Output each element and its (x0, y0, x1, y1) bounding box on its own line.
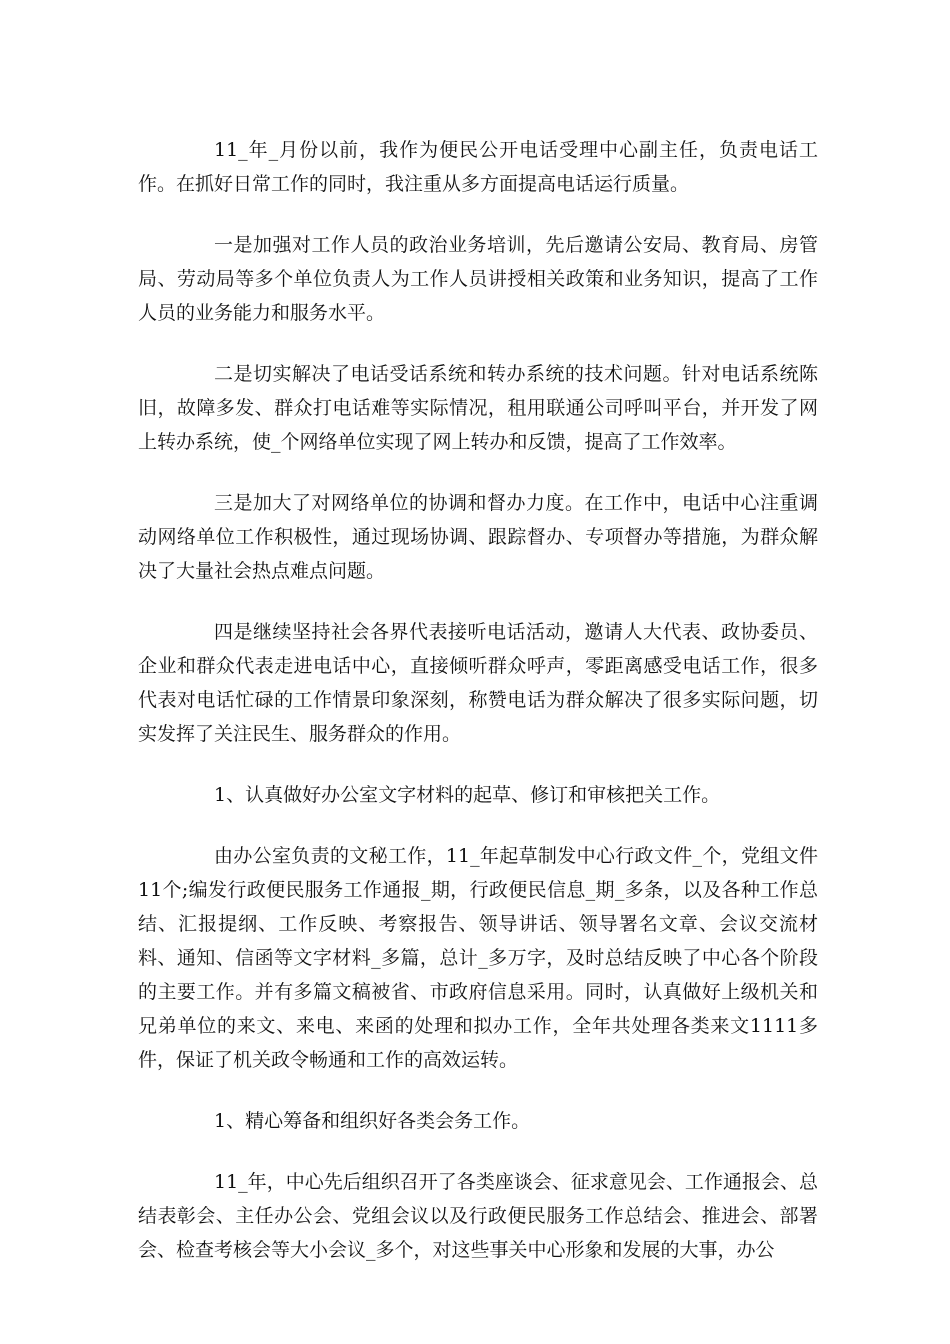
document-body (138, 133, 818, 1294)
paragraph-staff-training: 一是加强对工作人员的政治业务培训，先后邀请公安局、教育局、房管局、劳动局等多个单位负责人为工作人员讲授相关政策和业务知识，提高了工作人员的业务能力和服务水平。 (138, 234, 818, 324)
paragraph-coordination: 三是加大了对网络单位的协调和督办力度。在工作中，电话中心注重调动网络单位工作积极性，通过现场协调、跟踪督办、专项督办等措施，为群众解决了大量社会热点难点问题。 (138, 492, 818, 582)
paragraph-heading-writing: 1、认真做好办公室文字材料的起草、修订和审核把关工作。 (214, 784, 721, 806)
paragraph-representatives: 四是继续坚持社会各界代表接听电话活动，邀请人大代表、政协委员、企业和群众代表走进电话中心，直接倾听群众呼声，零距离感受电话工作，很多代表对电话忙碌的工作情景印象深刻，称赞电话为群众解决了很多实际问题，切实发挥了关注民生、服务群众的作用。 (138, 621, 818, 745)
paragraph-meetings-detail: 11_年，中心先后组织召开了各类座谈会、征求意见会、工作通报会、总结表彰会、主任办公会、党组会议以及行政便民服务工作总结会、推进会、部署会、检查考核会等大小会议_多个，对这些事关中心形象和发展的大事，办公 (138, 1171, 818, 1261)
paragraph-phone-center-intro: 11_年_月份以前，我作为便民公开电话受理中心副主任，负责电话工作。在抓好日常工作的同时，我注重从多方面提高电话运行质量。 (138, 139, 818, 195)
paragraph-system-upgrade: 二是切实解决了电话受话系统和转办系统的技术问题。针对电话系统陈旧，故障多发、群众打电话难等实际情况，租用联通公司呼叫平台，并开发了网上转办系统，使_个网络单位实现了网上转办和反馈，提高了工作效率。 (138, 363, 818, 453)
paragraph-secretarial-work: 由办公室负责的文秘工作，11_年起草制发中心行政文件_个，党组文件11个;编发行政便民服务工作通报_期，行政便民信息_期_多条，以及各种工作总结、汇报提纲、工作反映、考察报告、领导讲话、领导署名文章、会议交流材料、通知、信函等文字材料_多篇，总计_多万字，及时总结反映了中心各个阶段的主要工作。并有多篇文稿被省、市政府信息采用。同时，认真做好上级机关和兄弟单位的来文、来电、来函的处理和拟办工作，全年共处理各类来文1111多件，保证了机关政令畅通和工作的高效运转。 (138, 845, 818, 1071)
paragraph-heading-meetings: 1、精心筹备和组织好各类会务工作。 (214, 1110, 531, 1132)
